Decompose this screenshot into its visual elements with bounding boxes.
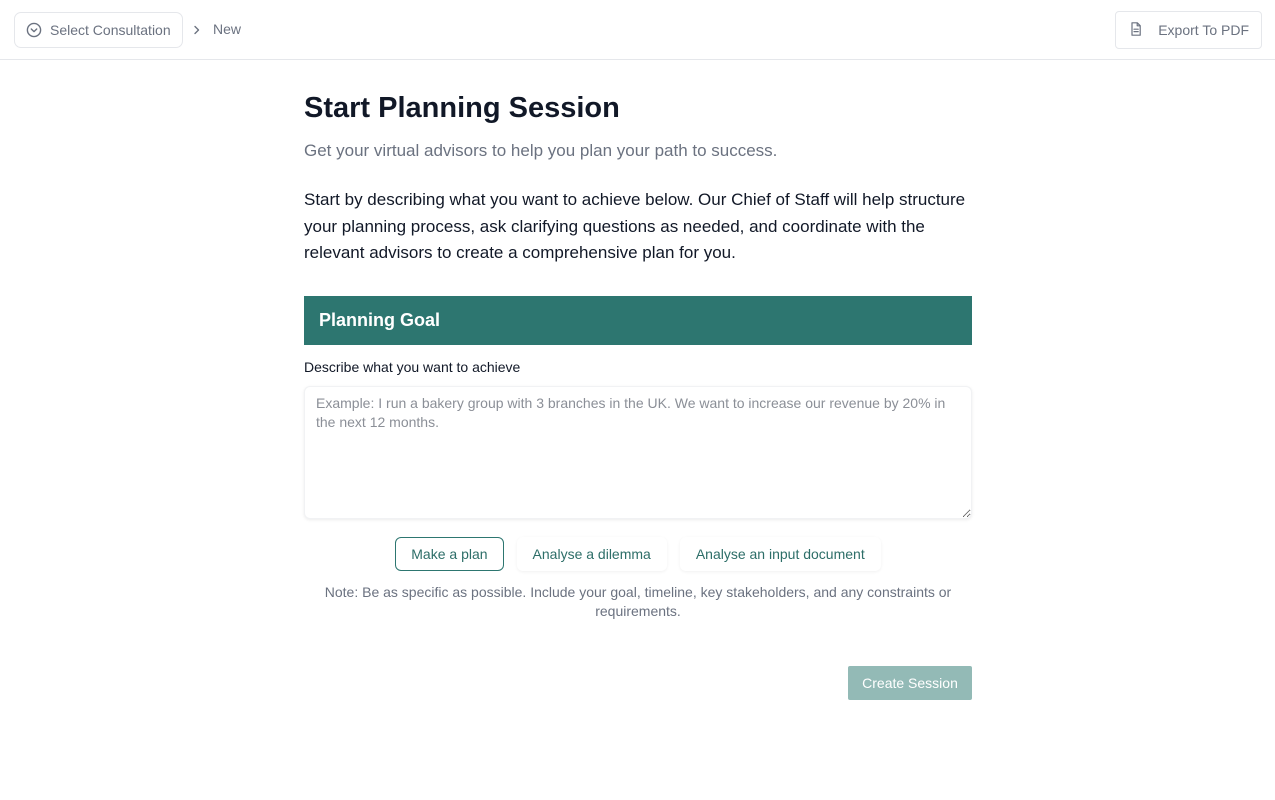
planning-form [304, 90, 972, 691]
export-pdf-label: Export To PDF [1158, 22, 1249, 38]
analyse-document-button[interactable]: Analyse an input document [680, 537, 881, 571]
goal-textarea[interactable] [304, 386, 972, 519]
chevron-down-circle-icon [26, 22, 42, 38]
select-consultation-label: Select Consultation [50, 22, 171, 38]
breadcrumb-current: New [213, 21, 242, 37]
page-subtitle: Get your virtual advisors to help you plan your path to success. [304, 141, 778, 160]
analyse-dilemma-button[interactable]: Analyse a dilemma [517, 537, 667, 571]
planning-goal-header: Planning Goal [304, 296, 972, 345]
page-title: Start Planning Session [304, 92, 620, 124]
select-consultation-button[interactable] [14, 12, 183, 48]
guidance-note: Note: Be as specific as possible. Include your goal, timeline, key stakeholders, and any constraints or requirements. [324, 584, 952, 619]
chevron-right-icon [192, 22, 202, 43]
intro-text: Start by describing what you want to achieve below. Our Chief of Staff will help structure your planning process, ask clarifying questions as needed, and coordinate with the relevant advisors to create a comprehensive plan for you. [304, 190, 966, 262]
mode-selector [304, 537, 972, 571]
make-a-plan-button[interactable]: Make a plan [395, 537, 503, 571]
top-bar [0, 0, 1275, 60]
goal-field-label: Describe what you want to achieve [304, 359, 521, 375]
export-pdf-button[interactable] [1115, 11, 1262, 49]
create-session-button[interactable]: Create Session [848, 666, 972, 700]
file-document-icon [1128, 21, 1144, 40]
